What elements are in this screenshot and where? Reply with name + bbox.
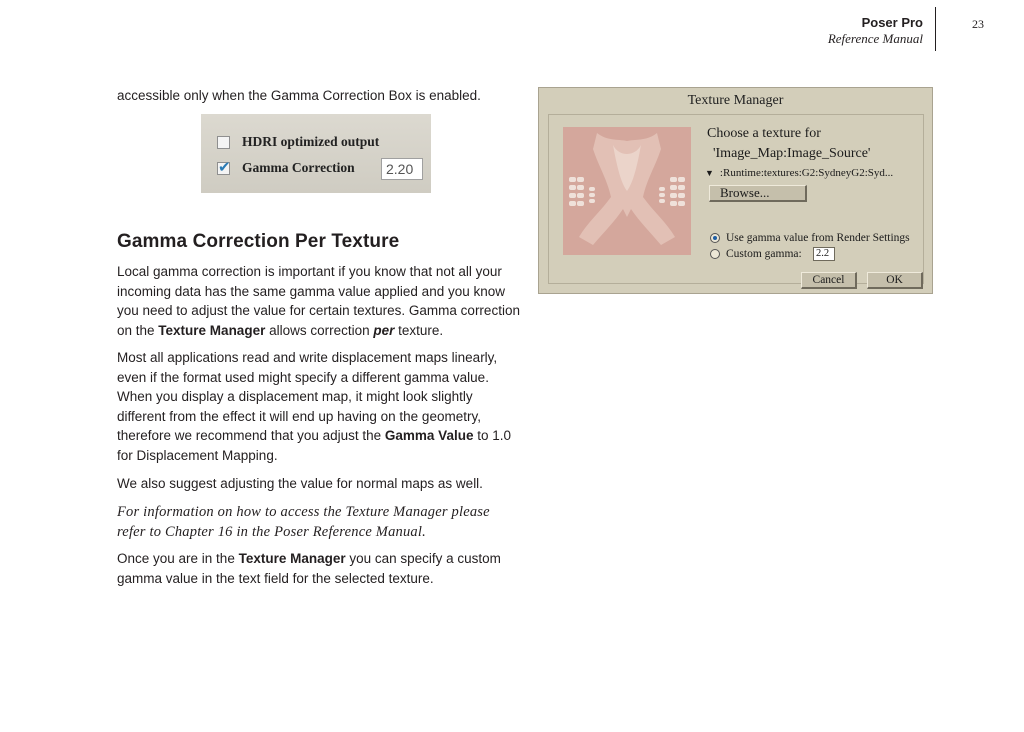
texture-path-dropdown[interactable] <box>705 167 893 179</box>
page-number: 23 <box>972 17 984 31</box>
p2-term-gamma-value: Gamma Value <box>384 428 474 443</box>
custom-gamma-radio[interactable] <box>710 249 720 259</box>
render-settings-radio-label: Use gamma value from Render Settings <box>726 232 910 244</box>
choose-texture-text <box>707 124 870 164</box>
custom-gamma-option[interactable] <box>710 248 802 260</box>
custom-gamma-radio-label: Custom gamma: <box>726 248 802 260</box>
header-subtitle: Reference Manual <box>827 31 923 46</box>
paragraph-normal-maps: We also suggest adjusting the value for normal maps as well. <box>117 476 483 491</box>
render-settings-gamma-option[interactable] <box>710 232 910 244</box>
paragraph-custom-gamma <box>117 549 522 588</box>
texture-path-label: :Runtime:textures:G2:SydneyG2:Syd... <box>719 167 894 179</box>
render-options-screenshot <box>201 114 431 193</box>
p1-term-texture-manager: Texture Manager <box>158 322 266 338</box>
gamma-option-row <box>217 160 355 176</box>
browse-button[interactable]: Browse... <box>709 185 807 202</box>
paragraph-local-gamma <box>117 262 522 340</box>
p5-term-texture-manager: Texture Manager <box>238 551 346 566</box>
p1-emphasis-per: per <box>373 322 395 338</box>
hdri-option-row <box>217 134 379 150</box>
dropdown-triangle-icon: ▼ <box>705 168 714 178</box>
header-title: Poser Pro <box>861 15 923 30</box>
choose-line-1: Choose a texture for <box>707 126 821 141</box>
p1-text-c: texture. <box>394 322 444 338</box>
p1-text-a: Local gamma correction is important if you know that not all your incoming data has the same gamma value applied and you know you need to adjust the value for certain textures. Gamma correction on the <box>117 264 520 338</box>
ok-button[interactable]: OK <box>867 272 923 289</box>
cancel-button[interactable]: Cancel <box>801 272 857 289</box>
paragraph-displacement <box>117 348 522 465</box>
p5-text-b: you can specify a custom gamma value in the text field for the selected texture. <box>117 551 501 586</box>
running-header <box>828 15 923 46</box>
texture-thumbnail <box>563 127 691 255</box>
section-heading: Gamma Correction Per Texture <box>117 231 400 252</box>
choose-line-2: 'Image_Map:Image_Source' <box>713 146 871 161</box>
intro-text: accessible only when the Gamma Correction Box is enabled. <box>117 88 481 103</box>
texture-map-image <box>563 127 691 255</box>
gamma-correction-label: Gamma Correction <box>242 160 355 175</box>
p1-text-b: allows correction <box>265 322 374 338</box>
texture-manager-dialog <box>538 87 933 294</box>
dialog-title: Texture Manager <box>687 93 784 108</box>
render-settings-radio[interactable] <box>710 233 720 243</box>
header-divider <box>935 7 936 51</box>
hdri-checkbox[interactable] <box>217 136 230 149</box>
p5-text-a: Once you are in the <box>117 551 239 566</box>
paragraph-reference-note: For information on how to access the Texture Manager please refer to Chapter 16 in the Poser Reference Manual. <box>117 504 490 540</box>
gamma-value-field[interactable]: 2.20 <box>381 158 423 180</box>
hdri-label: HDRI optimized output <box>242 134 380 149</box>
gamma-correction-checkbox[interactable] <box>217 162 230 175</box>
p2-text-b: to 1.0 for Displacement Mapping. <box>117 428 511 463</box>
p2-text-a: Most all applications read and write displacement maps linearly, even if the format used might specify a different gamma value. When you display a displacement map, it might look slightly different from the effect it will end up having on the geometry, therefore we recommend that you adjust the <box>117 350 498 443</box>
custom-gamma-field[interactable]: 2.2 <box>813 247 835 261</box>
